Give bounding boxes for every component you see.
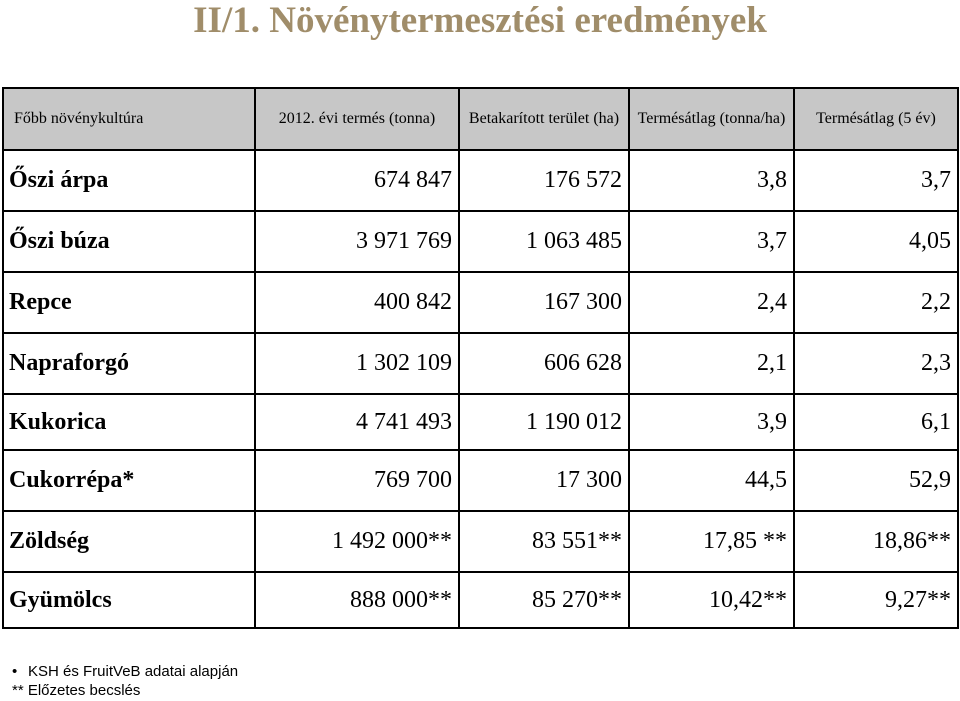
yield-5yr-value: 52,9 xyxy=(794,450,958,511)
table-row xyxy=(3,333,958,394)
yield-5yr-value: 4,05 xyxy=(794,211,958,272)
header-area: Betakarított terület (ha) xyxy=(459,88,629,150)
production-value: 769 700 xyxy=(255,450,459,511)
yield-5yr-value: 6,1 xyxy=(794,394,958,450)
area-value: 167 300 xyxy=(459,272,629,333)
bullet: • xyxy=(12,663,18,680)
table-row xyxy=(3,511,958,572)
yield-value: 44,5 xyxy=(629,450,794,511)
table-row xyxy=(3,572,958,628)
table-row xyxy=(3,211,958,272)
yield-value: 2,4 xyxy=(629,272,794,333)
header-crop: Főbb növénykultúra xyxy=(3,88,255,150)
header-yield: Termésátlag (tonna/ha) xyxy=(629,88,794,150)
yield-5yr-value: 2,3 xyxy=(794,333,958,394)
production-value: 888 000** xyxy=(255,572,459,628)
yield-5yr-value: 9,27** xyxy=(794,572,958,628)
yield-value: 3,9 xyxy=(629,394,794,450)
area-value: 1 063 485 xyxy=(459,211,629,272)
crop-name: Zöldség xyxy=(3,511,255,572)
area-value: 1 190 012 xyxy=(459,394,629,450)
table-row xyxy=(3,394,958,450)
yield-value: 10,42** xyxy=(629,572,794,628)
yield-value: 17,85 ** xyxy=(629,511,794,572)
yield-5yr-value: 3,7 xyxy=(794,150,958,211)
crop-name: Napraforgó xyxy=(3,333,255,394)
yield-5yr-value: 18,86** xyxy=(794,511,958,572)
production-value: 674 847 xyxy=(255,150,459,211)
area-value: 83 551** xyxy=(459,511,629,572)
table-row xyxy=(3,272,958,333)
footnote-source xyxy=(12,662,238,681)
page-title: II/1. Növénytermesztési eredmények xyxy=(193,0,767,41)
footnotes xyxy=(12,662,238,700)
production-value: 400 842 xyxy=(255,272,459,333)
yield-value: 3,8 xyxy=(629,150,794,211)
crop-name: Kukorica xyxy=(3,394,255,450)
crop-name: Őszi árpa xyxy=(3,150,255,211)
area-value: 176 572 xyxy=(459,150,629,211)
footnote-estimate: ** Előzetes becslés xyxy=(12,682,141,699)
crop-results-table xyxy=(2,87,959,629)
yield-value: 3,7 xyxy=(629,211,794,272)
production-value: 4 741 493 xyxy=(255,394,459,450)
header-production: 2012. évi termés (tonna) xyxy=(255,88,459,150)
production-value: 3 971 769 xyxy=(255,211,459,272)
header-yield-5yr: Termésátlag (5 év) xyxy=(794,88,958,150)
area-value: 85 270** xyxy=(459,572,629,628)
table-row xyxy=(3,150,958,211)
production-value: 1 302 109 xyxy=(255,333,459,394)
footnote-source-text: KSH és FruitVeB adatai alapján xyxy=(28,663,239,680)
table-row xyxy=(3,450,958,511)
crop-name: Gyümölcs xyxy=(3,572,255,628)
yield-5yr-value: 2,2 xyxy=(794,272,958,333)
yield-value: 2,1 xyxy=(629,333,794,394)
area-value: 17 300 xyxy=(459,450,629,511)
crop-name: Cukorrépa* xyxy=(3,450,255,511)
crop-name: Őszi búza xyxy=(3,211,255,272)
crop-name: Repce xyxy=(3,272,255,333)
area-value: 606 628 xyxy=(459,333,629,394)
production-value: 1 492 000** xyxy=(255,511,459,572)
table-header-row xyxy=(3,88,958,150)
